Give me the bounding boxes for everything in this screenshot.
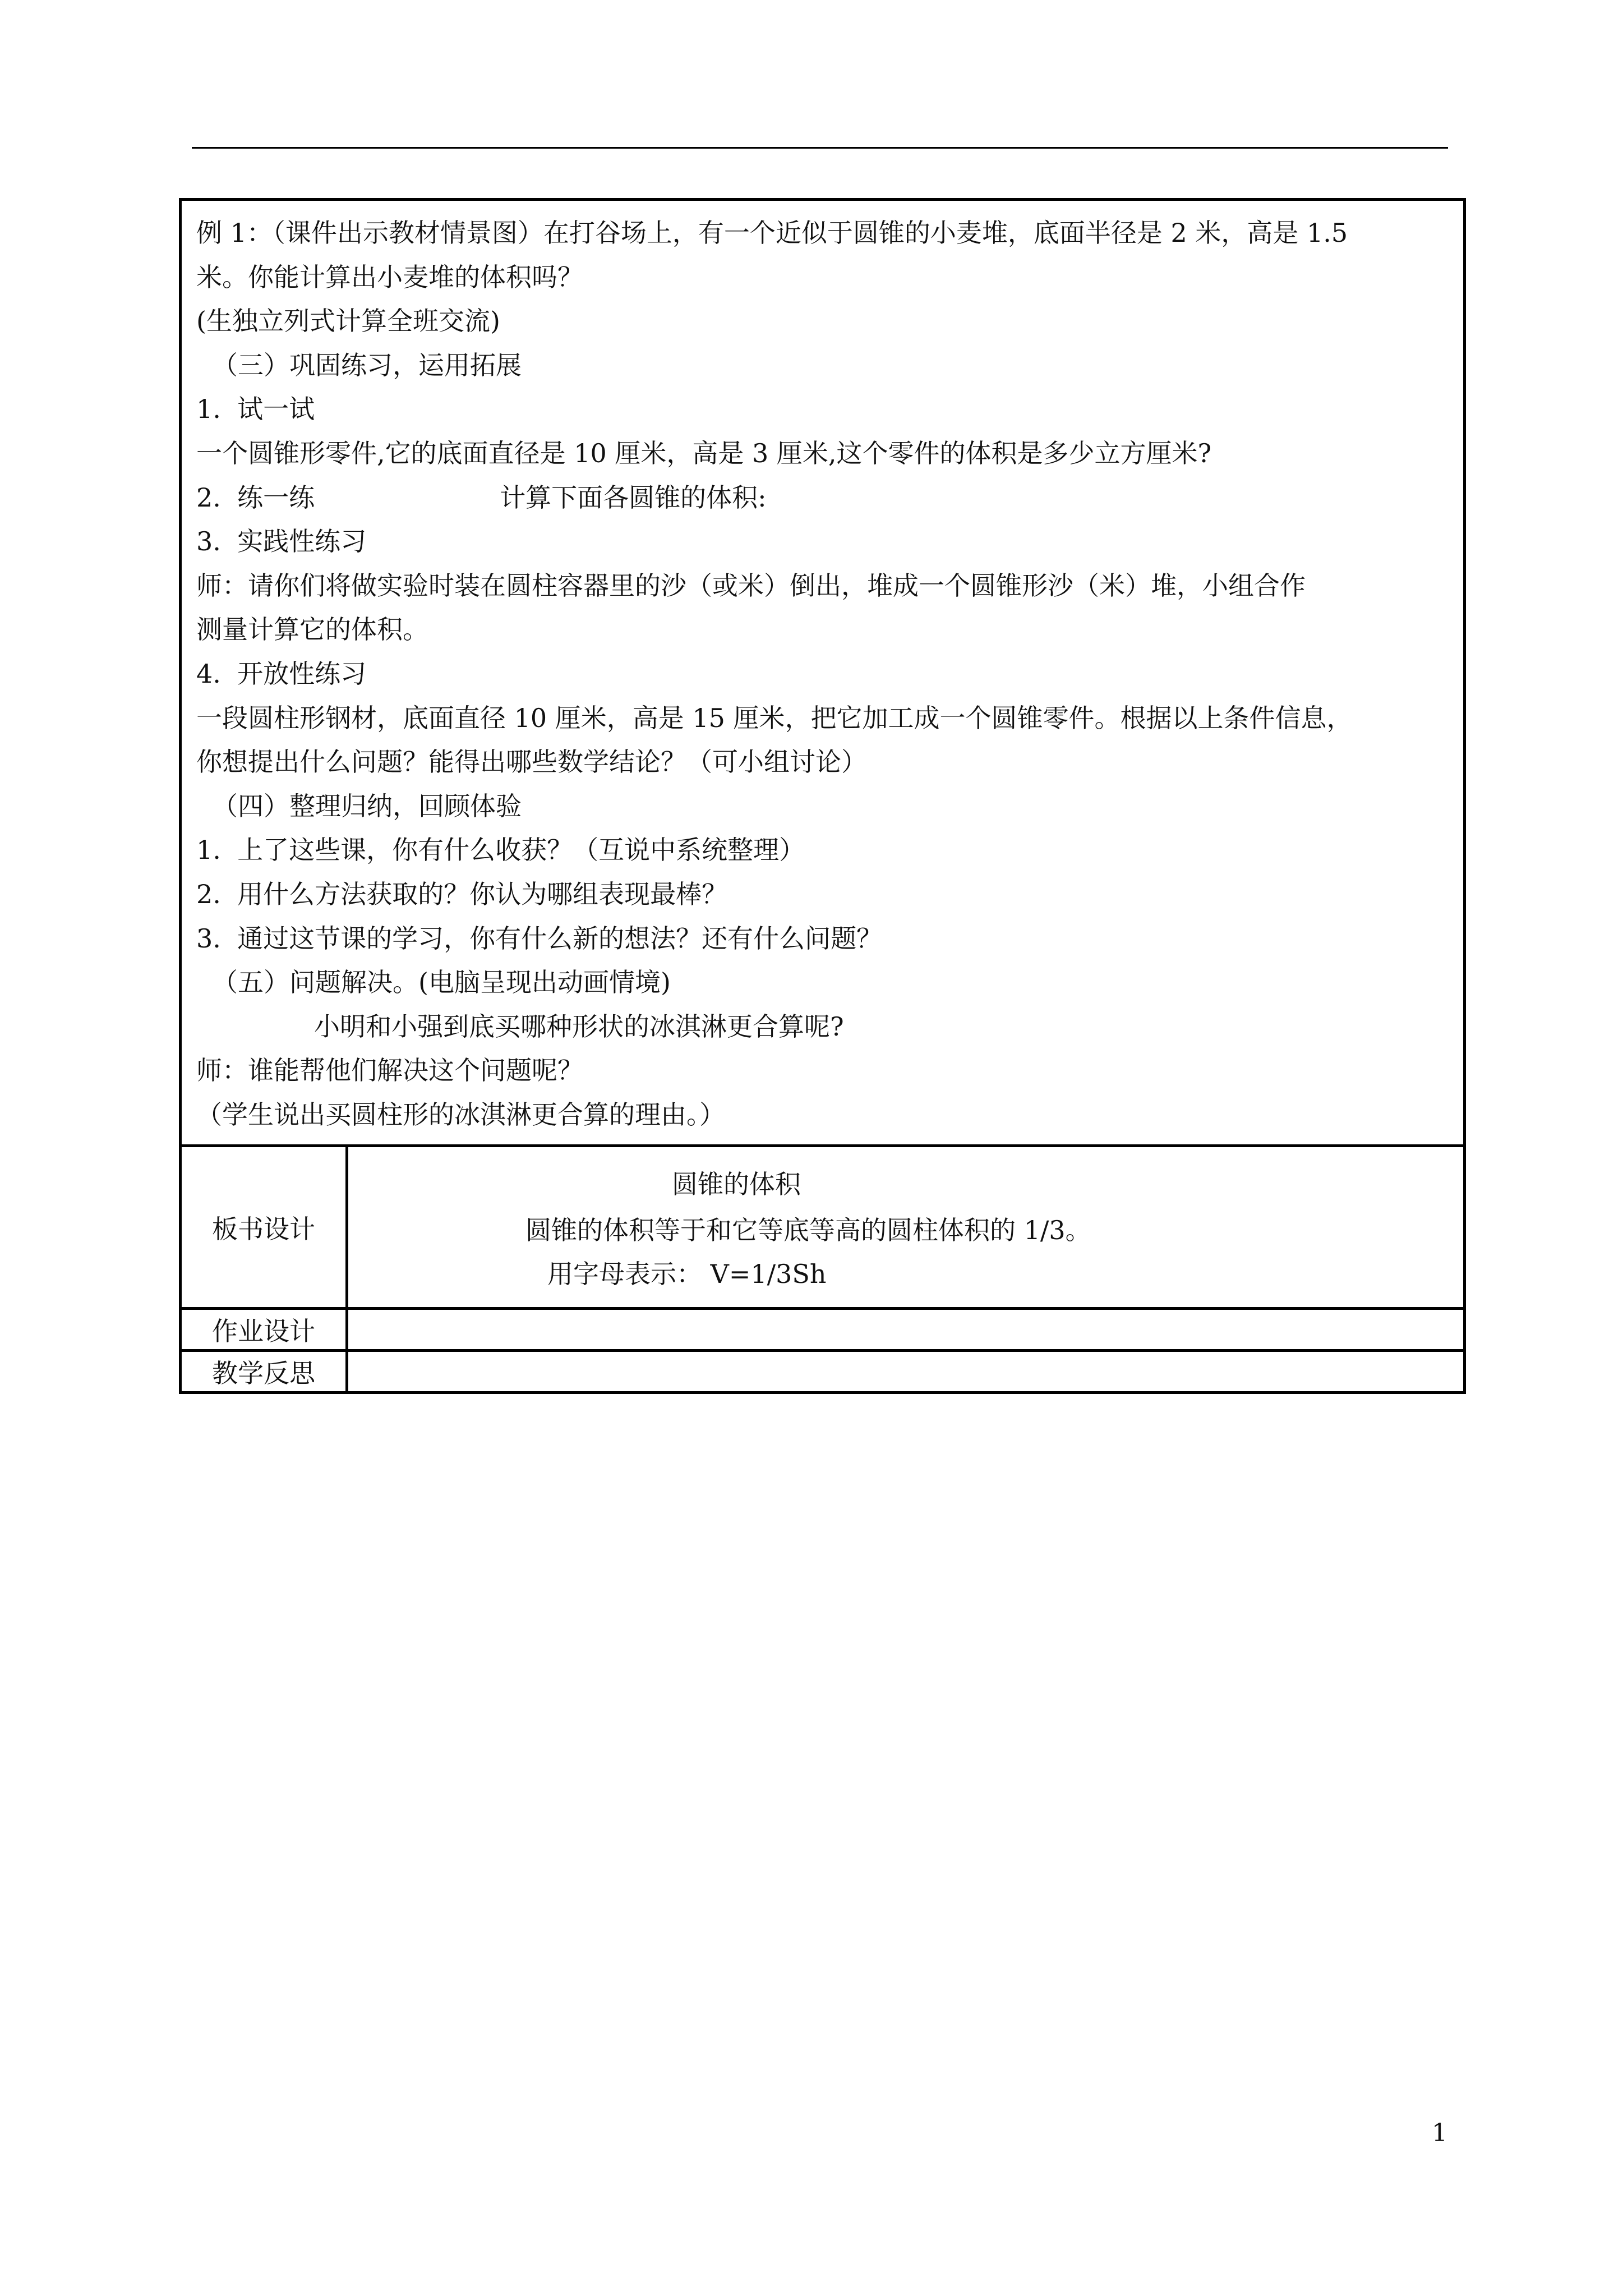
open-practice-heading: 4. 开放性练习 (196, 658, 367, 689)
hands-on-line-2: 测量计算它的体积。 (196, 614, 428, 645)
teacher-question: 师：谁能帮他们解决这个问题呢？ (196, 1055, 583, 1086)
try-it-heading: 1. 试一试 (196, 394, 315, 425)
header-rule (192, 147, 1448, 149)
example-line-1: 例 1：（课件出示教材情景图）在打谷场上，有一个近似于圆锥的小麦堆，底面半径是 2 米，高是 1.5 (196, 218, 1348, 248)
try-it-problem: 一个圆锥形零件,它的底面直径是 10 厘米，高是 3 厘米,这个零件的体积是多少立方厘米? (196, 438, 1212, 468)
section-3-heading: （三）巩固练习，运用拓展 (212, 349, 522, 380)
ice-cream-question: 小明和小强到底买哪种形状的冰淇淋更合算呢? (314, 1011, 844, 1042)
process-cell (181, 200, 1465, 1146)
board-formula-description: 圆锥的体积等于和它等底等高的圆柱体积的 1/3。 (525, 1215, 1091, 1246)
board-design-content (347, 1146, 1465, 1309)
lesson-plan-table (179, 198, 1466, 1394)
process-row (181, 200, 1465, 1146)
practice-heading: 2. 练一练 (196, 482, 315, 513)
board-title: 圆锥的体积 (672, 1169, 801, 1200)
summary-item-2: 2. 用什么方法获取的？你认为哪组表现最棒？ (196, 878, 728, 909)
student-answer-note: （学生说出买圆柱形的冰淇淋更合算的理由。） (196, 1099, 725, 1130)
open-practice-line-2: 你想提出什么问题？能得出哪些数学结论？（可小组讨论） (196, 747, 867, 777)
reflection-label: 教学反思 (181, 1351, 347, 1393)
reflection-row (181, 1351, 1465, 1393)
page-number: 1 (1432, 2119, 1447, 2147)
summary-item-1: 1. 上了这些课，你有什么收获？（互说中系统整理） (196, 835, 805, 866)
practice-instruction: 计算下面各圆锥的体积: (500, 482, 767, 513)
hands-on-line-1: 师：请你们将做实验时装在圆柱容器里的沙（或米）倒出，堆成一个圆锥形沙（米）堆，小组合作 (196, 570, 1306, 601)
homework-label: 作业设计 (181, 1309, 347, 1351)
class-exchange-line: (生独立列式计算全班交流) (196, 306, 500, 337)
section-4-heading: （四）整理归纳，回顾体验 (212, 790, 522, 821)
homework-row (181, 1309, 1465, 1351)
board-design-label: 板书设计 (181, 1146, 347, 1309)
hands-on-heading: 3. 实践性练习 (196, 526, 367, 557)
homework-content (347, 1309, 1465, 1351)
practice-line (196, 476, 1452, 520)
board-formula: 用字母表示： V=1/3Sh (547, 1259, 827, 1290)
summary-item-3: 3. 通过这节课的学习，你有什么新的想法？还有什么问题？ (196, 923, 883, 954)
board-design-row (181, 1146, 1465, 1309)
reflection-content (347, 1351, 1465, 1393)
open-practice-line-1: 一段圆柱形钢材，底面直径 10 厘米，高是 15 厘米，把它加工成一个圆锥零件。根据以上条件信息， (196, 702, 1353, 733)
section-5-heading: （五）问题解决。(电脑呈现出动画情境) (212, 967, 671, 998)
example-line-2: 米。你能计算出小麦堆的体积吗？ (196, 261, 583, 292)
